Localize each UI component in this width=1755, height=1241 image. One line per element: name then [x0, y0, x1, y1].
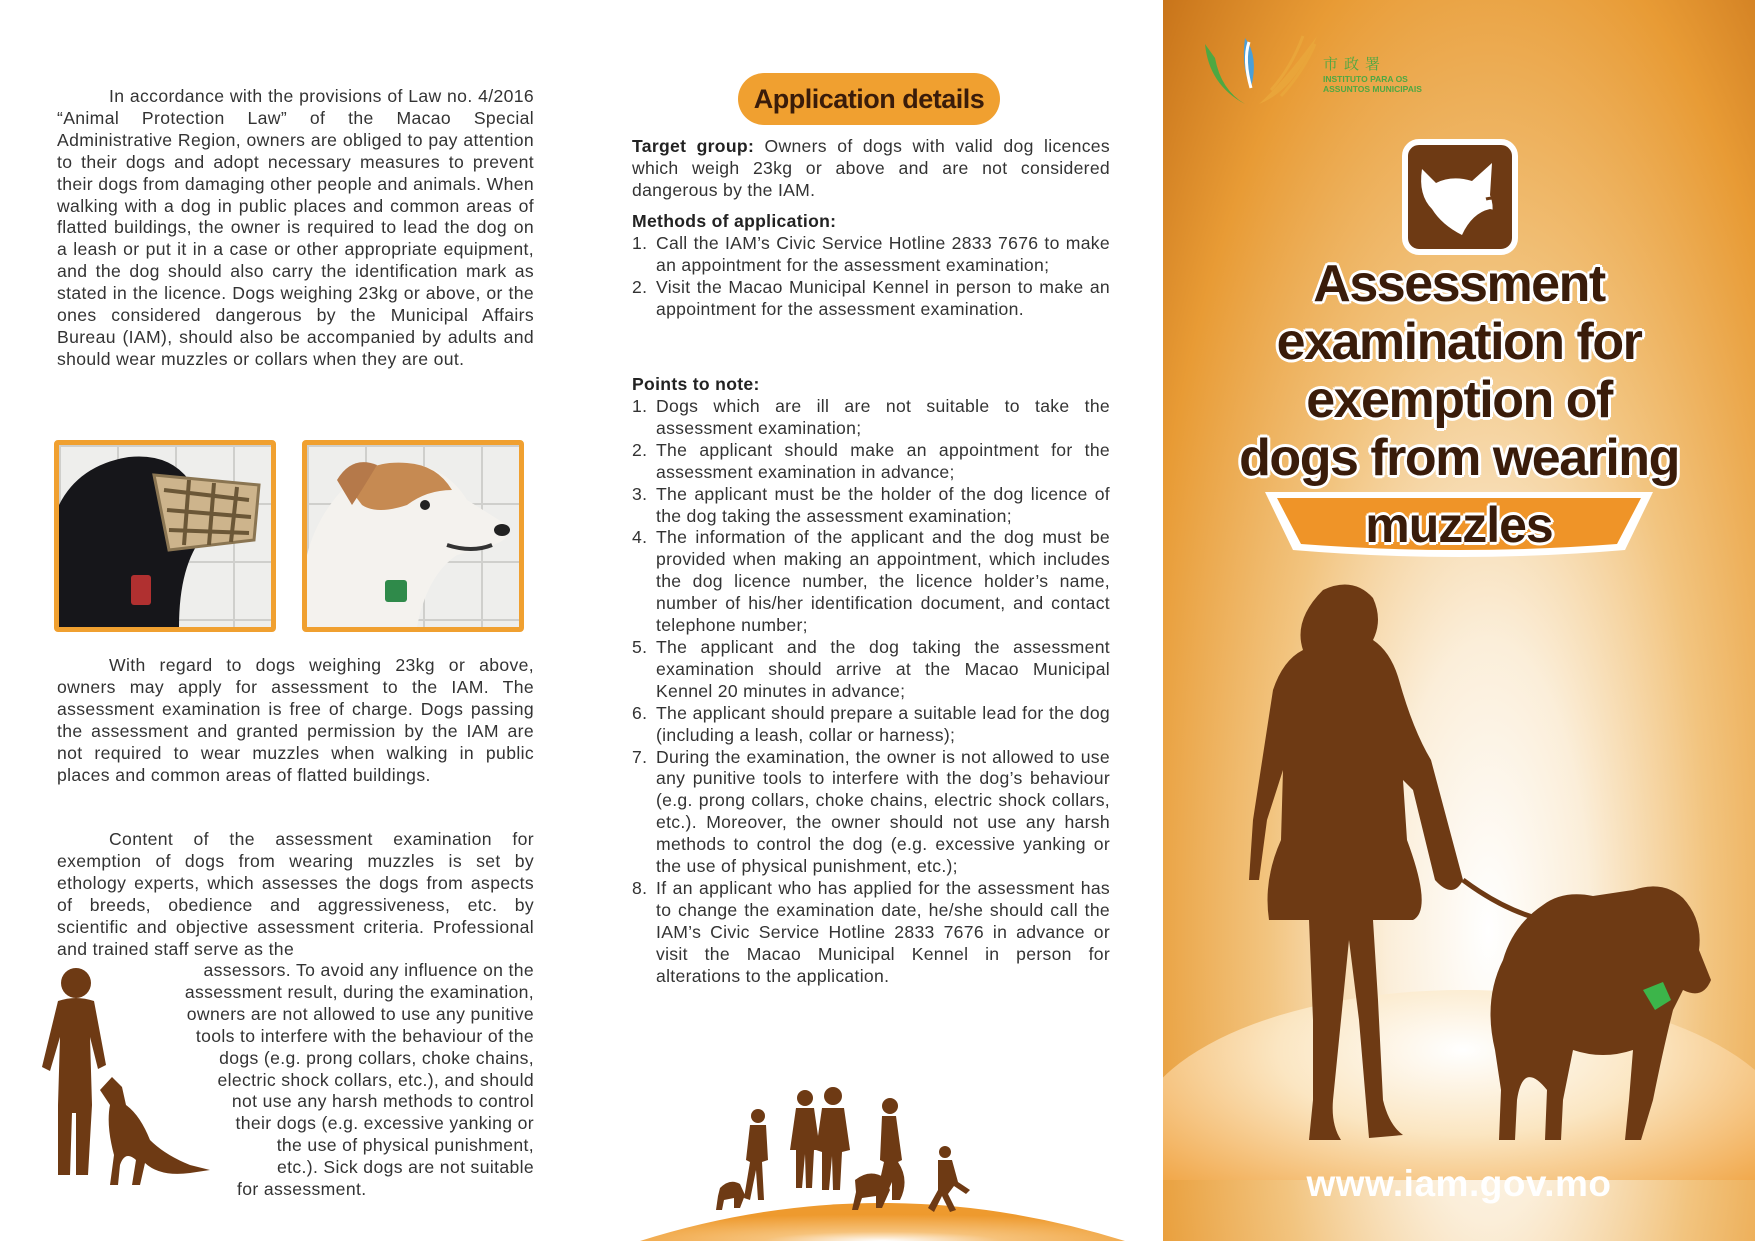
list-item: 1. Dogs which are ill are not suitable to take the assessment examination; — [632, 396, 1110, 438]
iam-logo-icon — [1199, 30, 1323, 112]
photo-black-dog-with-muzzle — [54, 440, 276, 632]
boy-and-dog-silhouette — [40, 965, 215, 1190]
methods-heading: Methods of application: — [632, 211, 837, 231]
iam-logo-text: 市政署 INSTITUTO PARA OS ASSUNTOS MUNICIPAIS — [1323, 56, 1422, 94]
target-group — [632, 136, 1110, 202]
cat-dog-icon — [1402, 139, 1518, 255]
website-url: www.iam.gov.mo — [1306, 1163, 1612, 1204]
list-item: 3. The applicant must be the holder of the dog licence of the dog taking the assessment examination; — [632, 483, 1110, 526]
cover-title: Assessment examination for exemption of dogs from wearing — [1239, 255, 1679, 487]
family-silhouette-hill — [600, 1070, 1163, 1241]
apply-paragraph: With regard to dogs weighing 23kg or above, owners may apply for assessment to the IAM. The assessment examination is free of charge. Dogs passing the assessment and granted permission by the IAM are not required to wear muzzles when walking in public places and common areas of flatted buildings. — [57, 655, 534, 785]
list-item: 1. Call the IAM’s Civic Service Hotline 2833 7676 to make an appointment for the assessment examination; — [632, 233, 1110, 275]
content-paragraph-continued: assessors. To avoid any influence on the assessment result, during the examination, owners are not allowed to use any punitive tools to interfere with the behaviour of the dogs (e.g. prong collars, choke chains, electric shock collars, etc.), and should not use any harsh methods to control their dogs (e.g. excessive yanking or the use of physical punishment, etc.). Sick dogs are not suitable for assessment. — [184, 960, 534, 1200]
cover-title-muzzles: muzzles — [1365, 497, 1553, 553]
target-group-label: Target group: — [632, 136, 755, 156]
list-item: 8. If an applicant who has applied for the assessment has to change the examination date, he/she should call the IAM’s Civic Service Hotline 2833 7676 in advance or visit the Macao Municipal Kennel in person for alterations to the application. — [632, 877, 1110, 986]
section-title: Application details — [738, 73, 1000, 125]
middle-panel — [600, 0, 1163, 1241]
list-item: 7. During the examination, the owner is not allowed to use any punitive tools to interfere with the dog’s behaviour (e.g. prong collars, choke chains, electric shock collars, etc.). Moreover, the owner should not use any harsh methods to control the dog (e.g. excessive yanking or the use of physical punishment, etc.); — [632, 746, 1110, 877]
methods-list — [632, 233, 1110, 321]
intro-paragraph: In accordance with the provisions of Law no. 4/2016 “Animal Protection Law” of the Macao Special Administrative Region, owners are obliged to pay attention to their dogs and adopt necessary measures to prevent their dogs from damaging other people and animals. When walking with a dog in public places and common areas of flatted buildings, the owner is required to lead the dog on a leash or put it in a case or other appropriate equipment, and the dog should also carry the identification mark as stated in the licence. Dogs weighing 23kg or above, or the ones considered dangerous by the Municipal Affairs Bureau (IAM), should also be accompanied by adults and should wear muzzles or collars when they are out. — [57, 86, 534, 369]
points-list — [632, 396, 1110, 987]
target-group-text: Owners of dogs with valid dog licences which weigh 23kg or above and are not considered dangerous by the IAM. — [632, 136, 1110, 200]
list-item: 6. The applicant should prepare a suitable lead for the dog (including a leash, collar or harness); — [632, 702, 1110, 745]
list-item: 2. Visit the Macao Municipal Kennel in person to make an appointment for the assessment examination. — [632, 276, 1110, 319]
left-panel — [0, 0, 600, 1241]
list-item: 4. The information of the applicant and the dog must be provided when making an appointment, which includes the dog licence number, the licence holder’s name, number of his/her identification document, and contact telephone number; — [632, 527, 1110, 636]
cover-panel — [1163, 0, 1755, 1241]
points-heading: Points to note: — [632, 374, 760, 394]
list-item: 2. The applicant should make an appointment for the assessment examination in advance; — [632, 439, 1110, 482]
woman-walking-dog-silhouette — [1163, 580, 1755, 1180]
content-paragraph: Content of the assessment examination for exemption of dogs from wearing muzzles is set by ethology experts, which assesses the dogs from aspects of breeds, obedience and aggressiveness, etc. by scientific and objective assessment criteria. Professional and trained staff serve as the — [57, 829, 534, 959]
photo-white-dog — [302, 440, 524, 632]
list-item: 5. The applicant and the dog taking the assessment examination should arrive at the Macao Municipal Kennel 20 minutes in advance; — [632, 636, 1110, 701]
